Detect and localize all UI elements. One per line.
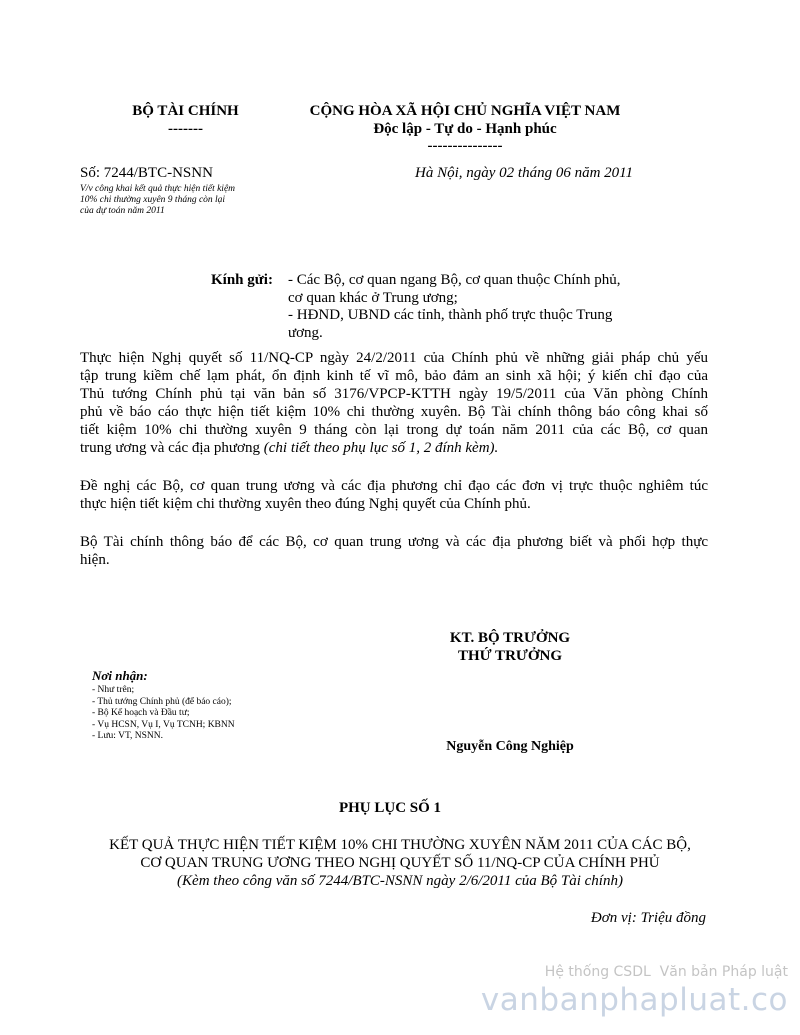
distribution-item: - Thủ tướng Chính phủ (để báo cáo); (92, 696, 232, 707)
subject-line: 10% chi thường xuyên 9 tháng còn lại (80, 195, 226, 205)
paragraph-line: thực hiện tiết kiệm chi thường xuyên theo đúng Nghị quyết của Chính phủ. (80, 496, 531, 512)
recipients-label: Kính gửi: (211, 272, 273, 288)
recipient-line: - Các Bộ, cơ quan ngang Bộ, cơ quan thuộc Chính phủ, (288, 272, 621, 288)
paragraph-line: Thủ tướng Chính phủ tại văn bản số 3176/VPCP-KTTH ngày 19/5/2011 của Văn phòng Chính (80, 386, 708, 402)
appendix-note: (Kèm theo công văn số 7244/BTC-NSNN ngày 2/6/2011 của Bộ Tài chính) (177, 873, 623, 889)
watermark-caption: Hệ thống CSDL Văn bản Pháp luật (544, 964, 788, 980)
document-number: Số: 7244/BTC-NSNN (80, 165, 213, 181)
paragraph-line: phủ về báo cáo thực hiện tiết kiệm 10% chi thường xuyên. Bộ Tài chính thông báo công khai số (80, 404, 708, 420)
place-date: Hà Nội, ngày 02 tháng 06 năm 2011 (415, 165, 634, 181)
appendix-heading-line: CƠ QUAN TRUNG ƯƠNG THEO NGHỊ QUYẾT SỐ 11/NQ-CP CỦA CHÍNH PHỦ (140, 854, 660, 871)
distribution-list (92, 685, 312, 743)
paragraph-1 (80, 349, 708, 457)
recipient-line: - HĐND, UBND các tỉnh, thành phố trực thuộc Trung (288, 307, 613, 323)
paragraph-line: Đề nghị các Bộ, cơ quan trung ương và các địa phương chỉ đạo các đơn vị trực thuộc nghiêm túc (80, 478, 708, 494)
appendix-heading-line: KẾT QUẢ THỰC HIỆN TIẾT KIỆM 10% CHI THƯỜNG XUYÊN NĂM 2011 CỦA CÁC BỘ, (109, 837, 691, 853)
paragraph-line: tập trung kiềm chế lạm phát, ổn định kinh tế vĩ mô, bảo đảm an sinh xã hội; ý kiến chỉ đạo của (80, 368, 708, 384)
recipient-line: cơ quan khác ở Trung ương; (288, 289, 458, 306)
motto-rule: --------------- (427, 138, 503, 154)
annex-reference: (chi tiết theo phụ lục số 1, 2 đính kèm). (263, 440, 499, 456)
paragraph-line: Thực hiện Nghị quyết số 11/NQ-CP ngày 24/2/2011 của Chính phủ về những giải pháp chủ yếu (80, 350, 708, 366)
subject-line: của dự toán năm 2011 (80, 206, 165, 216)
motto: Độc lập - Tự do - Hạnh phúc (373, 121, 557, 137)
paragraph-text: trung ương và các địa phương (80, 440, 260, 456)
currency-unit: Đơn vị: Triệu đồng (590, 910, 706, 926)
distribution-item: - Bộ Kế hoạch và Đầu tư; (92, 708, 190, 718)
paragraph-line: hiện. (80, 552, 110, 568)
nation-title: CỘNG HÒA XÃ HỘI CHỦ NGHĨA VIỆT NAM (309, 103, 621, 119)
signer-name: Nguyễn Công Nghiệp (446, 739, 574, 754)
distribution-label: Nơi nhận: (92, 668, 148, 683)
signature-title-1: KT. BỘ TRƯỞNG (449, 630, 571, 646)
appendix-heading (70, 837, 730, 872)
subject-line: V/v công khai kết quả thực hiện tiết kiệm (80, 184, 236, 194)
paragraph-line (80, 439, 708, 457)
appendix-title: PHỤ LỤC SỐ 1 (338, 800, 442, 816)
signature-title-2: THỨ TRƯỞNG (457, 648, 563, 664)
watermark-site: vanbanphapluat.co (480, 982, 788, 1018)
paragraph-line: tiết kiệm 10% chi thường xuyên 9 tháng còn lại trong dự toán năm 2011 của các Bộ, cơ quan (80, 422, 708, 438)
recipient-line: ương. (288, 324, 323, 341)
paragraph-line: Bộ Tài chính thông báo để các Bộ, cơ quan trung ương và các địa phương biết và phối hợp thực (80, 534, 708, 550)
distribution-item: - Vụ HCSN, Vụ I, Vụ TCNH; KBNN (92, 719, 235, 730)
agency-rule: ------- (168, 121, 203, 137)
recipients-list (288, 272, 668, 342)
paragraph-3 (80, 533, 708, 569)
document-subject (80, 184, 300, 217)
distribution-item: - Như trên; (92, 685, 135, 695)
paragraph-2 (80, 477, 708, 513)
agency-name: BỘ TÀI CHÍNH (132, 103, 239, 119)
distribution-item: - Lưu: VT, NSNN. (92, 731, 164, 741)
